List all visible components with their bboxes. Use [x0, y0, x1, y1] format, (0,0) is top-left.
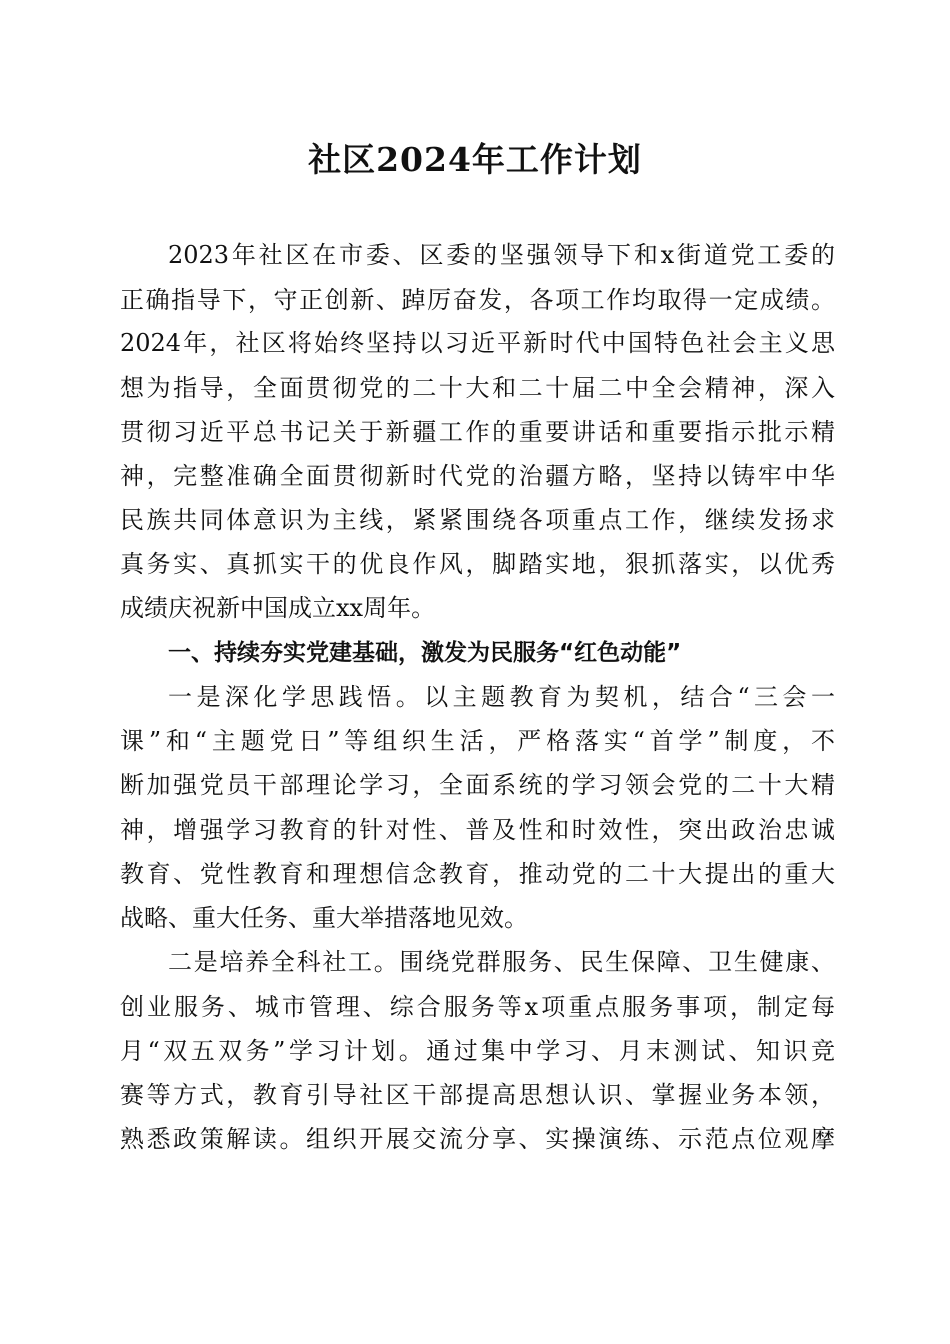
para2-line: 赛等方式，教育引导社区干部提高思想认识、掌握业务本领，	[120, 1081, 835, 1109]
intro-line: 真务实、真抓实干的优良作风，脚踏实地，狠抓落实，以优秀	[120, 550, 835, 578]
section-heading: 一、持续夯实党建基础，激发为民服务“红色动能”	[168, 640, 682, 666]
para1-line: 断加强党员干部理论学习，全面系统的学习领会党的二十大精	[120, 771, 835, 799]
document-title: 社区2024年工作计划	[308, 140, 642, 179]
intro-line: 贯彻习近平总书记关于新疆工作的重要讲话和重要指示批示精	[120, 418, 835, 446]
para2-line: 熟悉政策解读。组织开展交流分享、实操演练、示范点位观摩	[120, 1125, 835, 1153]
para1-line: 课”和“主题党日”等组织生活，严格落实“首学”制度，不	[120, 727, 835, 755]
para1-line: 一是深化学思践悟。以主题教育为契机，结合“三会一	[168, 683, 835, 711]
para2-line: 二是培养全科社工。围绕党群服务、民生保障、卫生健康、	[168, 948, 835, 976]
intro-line: 神，完整准确全面贯彻新时代党的治疆方略，坚持以铸牢中华	[120, 462, 835, 490]
intro-line: 2023年社区在市委、区委的坚强领导下和x街道党工委的	[168, 241, 835, 269]
para2-line: 创业服务、城市管理、综合服务等x项重点服务事项，制定每	[120, 993, 835, 1021]
intro-line: 2024年，社区将始终坚持以习近平新时代中国特色社会主义思	[120, 329, 835, 357]
intro-line: 民族共同体意识为主线，紧紧围绕各项重点工作，继续发扬求	[120, 506, 835, 534]
para1-line: 教育、党性教育和理想信念教育，推动党的二十大提出的重大	[120, 860, 835, 888]
para1-line: 神，增强学习教育的针对性、普及性和时效性，突出政治忠诚	[120, 816, 835, 844]
intro-line: 想为指导，全面贯彻党的二十大和二十届二中全会精神，深入	[120, 374, 835, 402]
para1-line: 战略、重大任务、重大举措落地见效。	[120, 904, 528, 932]
intro-line: 成绩庆祝新中国成立xx周年。	[120, 594, 436, 622]
para2-line: 月“双五双务”学习计划。通过集中学习、月末测试、知识竞	[120, 1037, 835, 1065]
intro-line: 正确指导下，守正创新、踔厉奋发，各项工作均取得一定成绩。	[120, 286, 835, 314]
